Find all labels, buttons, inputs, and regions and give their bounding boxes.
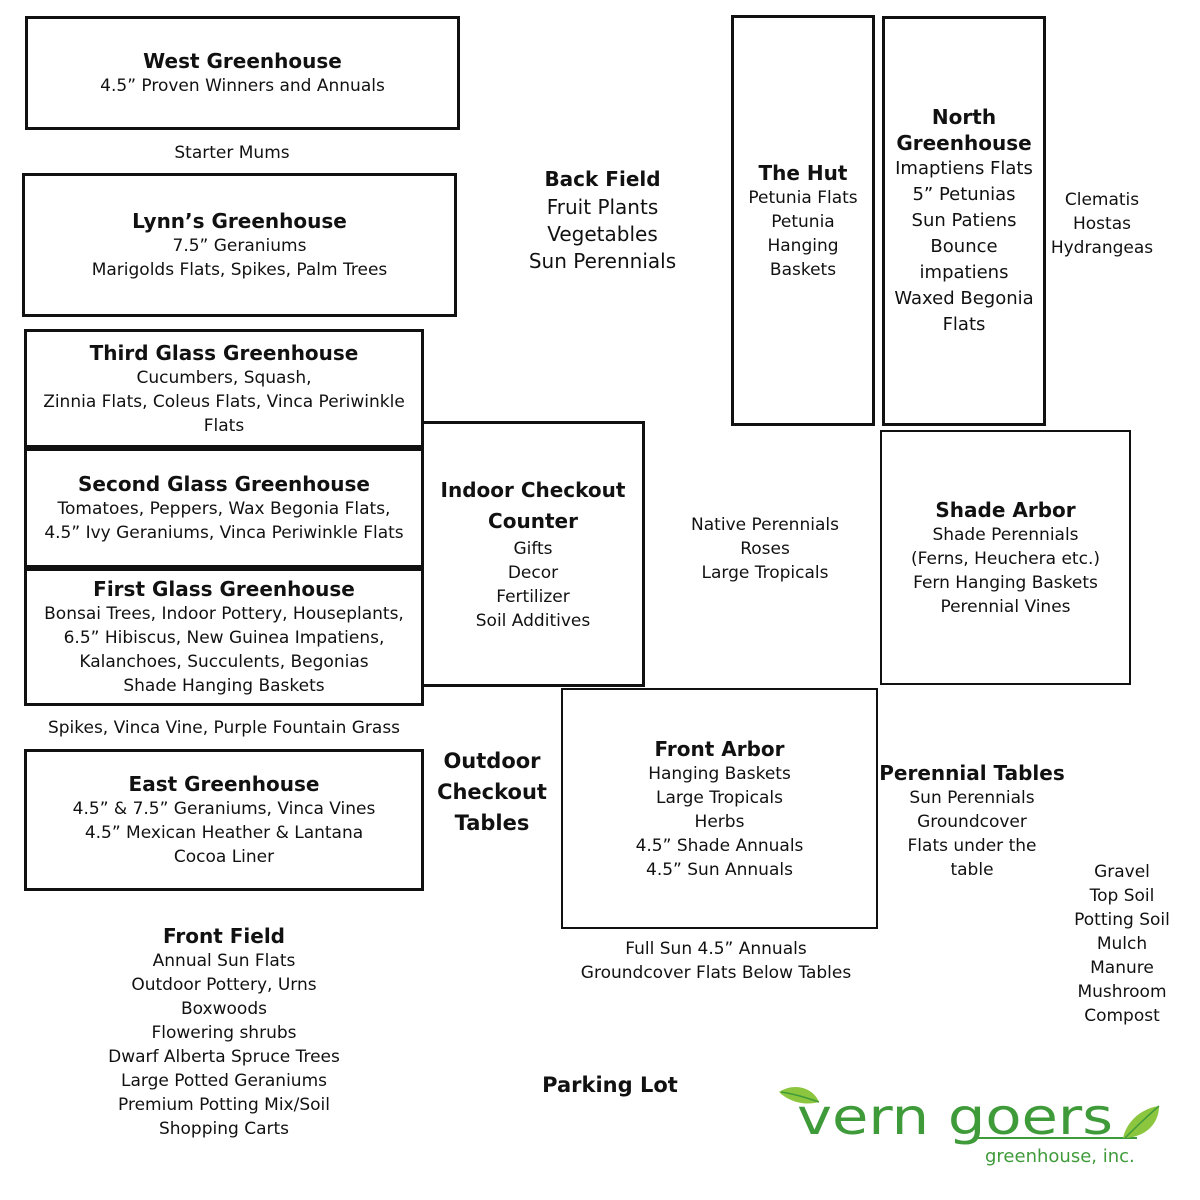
- indoor-checkout-line: Fertilizer: [496, 587, 570, 607]
- soils-line: Gravel: [1094, 862, 1150, 882]
- logo-subtitle: greenhouse, inc.: [985, 1146, 1135, 1167]
- starter-mums-label: Starter Mums: [174, 143, 290, 163]
- east-greenhouse-line: 4.5” Mexican Heather & Lantana: [84, 823, 364, 843]
- perennial-tables-line: Sun Perennials: [909, 788, 1035, 808]
- north-greenhouse-line: Bounce: [930, 236, 998, 257]
- lynns-greenhouse-line: Marigolds Flats, Spikes, Palm Trees: [91, 260, 388, 280]
- shade-arbor-line: (Ferns, Heuchera etc.): [911, 548, 1100, 569]
- west-greenhouse-title: West Greenhouse: [143, 49, 342, 73]
- front-arbor-line: 4.5” Sun Annuals: [646, 859, 793, 880]
- shade-arbor-line: Shade Perennials: [932, 524, 1079, 545]
- back-field: [510, 164, 695, 275]
- soils-line: Potting Soil: [1074, 910, 1170, 930]
- clematis-line: Hydrangeas: [1050, 238, 1154, 258]
- west-greenhouse-line: 4.5” Proven Winners and Annuals: [100, 76, 385, 96]
- first-glass-greenhouse-line: 6.5” Hibiscus, New Guinea Impatiens,: [63, 628, 385, 648]
- back-field-line: Sun Perennials: [528, 249, 677, 273]
- the-hut-title: The Hut: [758, 160, 848, 185]
- first-glass-greenhouse-line: Shade Hanging Baskets: [123, 676, 325, 696]
- native-perennials-label: [680, 513, 850, 585]
- shade-arbor: [880, 430, 1131, 685]
- parking-lot-label: Parking Lot: [542, 1073, 678, 1097]
- soils-label: [1062, 860, 1182, 1028]
- front-field: [94, 923, 354, 1141]
- full-sun-line: Groundcover Flats Below Tables: [580, 963, 852, 983]
- back-field-line: Vegetables: [547, 222, 658, 246]
- first-glass-greenhouse-line: Bonsai Trees, Indoor Pottery, Houseplants,: [44, 604, 404, 624]
- indoor-checkout-title: Counter: [488, 509, 578, 533]
- second-glass-greenhouse-title: Second Glass Greenhouse: [78, 472, 370, 496]
- east-greenhouse: [24, 749, 424, 891]
- shade-arbor-title: Shade Arbor: [935, 497, 1076, 522]
- front-field-line: Annual Sun Flats: [152, 951, 296, 971]
- the-hut-line: Petunia: [771, 211, 835, 232]
- front-arbor: [561, 688, 878, 929]
- north-greenhouse-title: Greenhouse: [896, 131, 1032, 155]
- indoor-checkout-line: Soil Additives: [475, 611, 591, 631]
- front-arbor-line: 4.5” Shade Annuals: [635, 835, 804, 856]
- front-field-line: Outdoor Pottery, Urns: [131, 975, 317, 995]
- the-hut: [731, 15, 875, 426]
- back-field-line: Fruit Plants: [546, 195, 659, 219]
- full-sun-line: Full Sun 4.5” Annuals: [625, 939, 807, 959]
- the-hut-line: Petunia Flats: [748, 187, 858, 208]
- soils-line: Mulch: [1096, 934, 1148, 954]
- lynns-greenhouse-title: Lynn’s Greenhouse: [132, 209, 347, 233]
- soils-line: Mushroom: [1077, 982, 1167, 1002]
- outdoor-checkout-tables: [430, 746, 554, 839]
- front-field-line: Large Potted Geraniums: [121, 1071, 327, 1091]
- first-glass-greenhouse-title: First Glass Greenhouse: [93, 577, 355, 601]
- outdoor-checkout-line: Tables: [454, 811, 530, 835]
- outdoor-checkout-line: Checkout: [437, 780, 547, 804]
- third-glass-greenhouse-line: Zinnia Flats, Coleus Flats, Vinca Periwinkle: [43, 391, 405, 412]
- first-glass-greenhouse: [24, 568, 424, 706]
- shade-arbor-line: Fern Hanging Baskets: [913, 572, 1098, 593]
- spikes-label: Spikes, Vinca Vine, Purple Fountain Grass: [47, 718, 401, 738]
- front-field-title: Front Field: [162, 924, 285, 948]
- indoor-checkout-line: Decor: [507, 563, 559, 583]
- native-line: Large Tropicals: [701, 563, 829, 583]
- north-greenhouse-line: Sun Patiens: [911, 210, 1017, 231]
- second-glass-greenhouse-line: 4.5” Ivy Geraniums, Vinca Periwinkle Flats: [44, 523, 404, 543]
- clematis-line: Hostas: [1073, 214, 1131, 234]
- north-greenhouse-title: North: [931, 105, 997, 129]
- front-field-line: Flowering shrubs: [151, 1023, 297, 1043]
- west-greenhouse: [25, 16, 460, 130]
- clematis-label: [1048, 188, 1156, 260]
- logo-name: vern goers: [797, 1088, 1113, 1146]
- native-line: Roses: [740, 539, 790, 559]
- front-field-line: Premium Potting Mix/Soil: [118, 1095, 330, 1115]
- lynns-greenhouse-line: 7.5” Geraniums: [172, 236, 307, 256]
- soils-line: Manure: [1090, 958, 1154, 978]
- perennial-tables-line: Groundcover: [917, 812, 1027, 832]
- clematis-line: Clematis: [1064, 190, 1140, 210]
- perennial-tables-title: Perennial Tables: [879, 761, 1065, 785]
- perennial-tables-line: Flats under the: [907, 836, 1037, 856]
- native-line: Native Perennials: [691, 515, 839, 535]
- indoor-checkout-line: Gifts: [513, 539, 553, 559]
- north-greenhouse: [882, 16, 1046, 426]
- north-greenhouse-line: Imaptiens Flats: [895, 158, 1033, 179]
- indoor-checkout-title: Indoor Checkout: [440, 478, 626, 502]
- soils-line: Compost: [1084, 1006, 1160, 1026]
- the-hut-line: Baskets: [769, 259, 837, 280]
- front-field-line: Dwarf Alberta Spruce Trees: [108, 1047, 340, 1067]
- east-greenhouse-line: 4.5” & 7.5” Geraniums, Vinca Vines: [72, 799, 376, 819]
- north-greenhouse-line: 5” Petunias: [912, 184, 1016, 205]
- logo-graphic: [775, 1080, 1175, 1170]
- third-glass-greenhouse-line: Cucumbers, Squash,: [136, 367, 312, 388]
- north-greenhouse-line: Flats: [942, 314, 986, 335]
- shade-arbor-line: Perennial Vines: [940, 596, 1071, 617]
- east-greenhouse-line: Cocoa Liner: [173, 847, 275, 867]
- indoor-checkout-counter: [421, 421, 645, 687]
- front-field-line: Boxwoods: [181, 999, 267, 1019]
- north-greenhouse-line: Waxed Begonia: [894, 288, 1034, 309]
- vern-goers-logo: [775, 1080, 1175, 1170]
- third-glass-greenhouse: [24, 329, 424, 448]
- soils-line: Top Soil: [1089, 886, 1155, 906]
- outdoor-checkout-line: Outdoor: [443, 749, 541, 773]
- second-glass-greenhouse: [24, 448, 424, 568]
- front-arbor-line: Hanging Baskets: [648, 763, 791, 784]
- lynns-greenhouse: [22, 173, 457, 317]
- front-arbor-line: Large Tropicals: [656, 787, 783, 808]
- third-glass-greenhouse-line: Flats: [203, 415, 245, 436]
- full-sun-label: [560, 937, 872, 985]
- second-glass-greenhouse-line: Tomatoes, Peppers, Wax Begonia Flats,: [57, 499, 391, 519]
- front-arbor-line: Herbs: [694, 811, 745, 832]
- front-field-line: Shopping Carts: [158, 1119, 290, 1139]
- first-glass-greenhouse-line: Kalanchoes, Succulents, Begonias: [79, 652, 369, 672]
- back-field-title: Back Field: [544, 167, 661, 191]
- perennial-tables-line: table: [950, 860, 994, 880]
- third-glass-greenhouse-title: Third Glass Greenhouse: [89, 340, 359, 365]
- perennial-tables: [876, 760, 1068, 882]
- the-hut-line: Hanging: [767, 235, 839, 256]
- north-greenhouse-line: impatiens: [919, 262, 1009, 283]
- front-arbor-title: Front Arbor: [654, 736, 785, 761]
- east-greenhouse-title: East Greenhouse: [128, 772, 320, 796]
